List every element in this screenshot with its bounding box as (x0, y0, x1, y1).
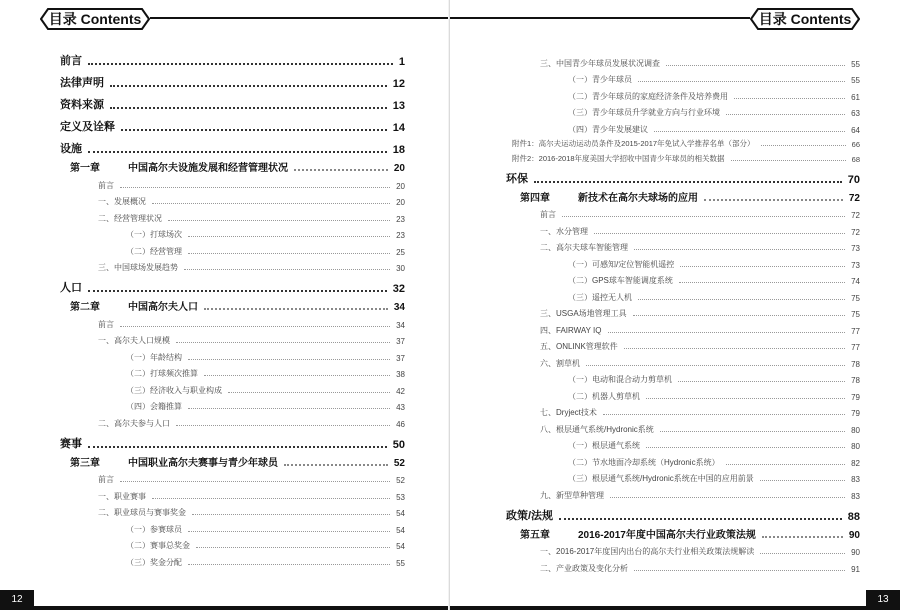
toc-entry[interactable] (60, 379, 405, 396)
entry-page-number: 77 (851, 343, 860, 352)
entry-page-number: 72 (848, 192, 860, 204)
entry-title: （四）青少年发展建议 (568, 124, 648, 134)
chapter-heading (510, 189, 698, 204)
bottom-border-bar (0, 606, 450, 610)
dot-leader (594, 233, 845, 234)
toc-entry[interactable] (510, 85, 860, 102)
page-number-left: 12 (0, 590, 34, 608)
toc-entry[interactable] (60, 156, 405, 174)
entry-title: 一、发展概况 (98, 197, 146, 206)
toc-entry[interactable] (510, 149, 860, 164)
dot-leader (654, 131, 845, 132)
entry-page-number: 23 (396, 231, 405, 240)
entry-title: 人口 (60, 282, 82, 294)
entry-page-number: 78 (851, 376, 860, 385)
toc-entry[interactable] (510, 319, 860, 336)
dot-leader (610, 497, 845, 498)
entry-page-number: 38 (396, 370, 405, 379)
toc-entry[interactable] (60, 429, 405, 451)
toc-entry[interactable] (60, 174, 405, 191)
dot-leader (120, 481, 390, 482)
entry-page-number: 77 (851, 326, 860, 336)
toc-entry[interactable] (60, 518, 405, 535)
entry-title: （一）可感知/定位智能机遥控 (568, 259, 675, 269)
toc-entry[interactable] (510, 204, 860, 221)
toc-entry[interactable] (60, 502, 405, 519)
toc-entry[interactable] (510, 69, 860, 86)
entry-title: 前言 (98, 180, 114, 190)
dot-leader (562, 216, 845, 217)
entry-page-number: 73 (851, 244, 860, 253)
dot-leader (188, 236, 390, 237)
toc-entry[interactable] (60, 273, 405, 295)
toc-entry[interactable] (510, 402, 860, 419)
entry-title: 附件2：2016-2018年度美国大学招收中国青少年球员的相关数据 (512, 153, 725, 163)
dot-leader (188, 408, 390, 409)
entry-page-number: 52 (393, 457, 405, 469)
entry-page-number: 82 (851, 458, 860, 468)
dot-leader (176, 425, 390, 426)
dot-leader (152, 498, 390, 499)
toc-entry[interactable] (60, 191, 405, 208)
dot-leader (284, 464, 388, 466)
dot-leader (608, 332, 846, 333)
dot-leader (559, 518, 842, 520)
entry-title: （一）青少年球员 (568, 75, 632, 84)
dot-leader (188, 253, 390, 254)
entry-page-number: 68 (851, 154, 860, 164)
entry-page-number: 23 (396, 214, 405, 224)
dot-leader (121, 129, 387, 131)
toc-list-left (60, 46, 405, 568)
entry-page-number: 52 (396, 476, 405, 485)
entry-title: 前言 (98, 475, 114, 484)
entry-title: 七、Dryject技术 (540, 408, 597, 417)
dot-leader (679, 282, 845, 283)
entry-title: 六、割草机 (540, 358, 580, 368)
dot-leader (534, 181, 842, 183)
entry-page-number: 12 (392, 78, 405, 90)
entry-page-number: 64 (851, 125, 860, 135)
entry-page-number: 91 (851, 564, 860, 574)
entry-page-number: 43 (396, 403, 405, 412)
toc-entry[interactable] (510, 186, 860, 204)
entry-page-number: 34 (393, 302, 405, 313)
dot-leader (88, 290, 387, 292)
dot-leader (294, 169, 388, 171)
entry-title: （一）年龄结构 (126, 352, 182, 362)
right-page (450, 0, 900, 610)
entry-title: 二、职业球员与赛事奖金 (98, 508, 186, 517)
entry-page-number: 74 (851, 277, 860, 286)
toc-entry[interactable] (60, 112, 405, 134)
entry-page-number: 20 (396, 198, 405, 207)
toc-entry[interactable] (60, 90, 405, 112)
dot-leader (228, 392, 390, 393)
entry-title: 二、高尔夫参与人口 (98, 418, 170, 428)
entry-title: （三）经济收入与职业构成 (126, 385, 222, 395)
chapter-title: 2016-2017年度中国高尔夫行业政策法规 (578, 529, 756, 541)
entry-title: （二）打球频次推算 (126, 369, 198, 378)
dot-leader (634, 570, 845, 571)
entry-title: （二）经营管理 (126, 246, 182, 256)
entry-title: 资料来源 (60, 99, 104, 111)
entry-title: （三）奖金分配 (126, 557, 182, 567)
chapter-number: 第五章 (520, 529, 550, 541)
entry-title: 二、经营管理状况 (98, 213, 162, 223)
chapter-number: 第二章 (70, 302, 100, 313)
entry-title: （三）根层通气系统/Hydronic系统在中国的应用前景 (568, 474, 754, 483)
entry-title: 设施 (60, 143, 82, 155)
dot-leader (176, 342, 390, 343)
dot-leader (761, 145, 846, 146)
entry-title: 前言 (98, 319, 114, 329)
entry-page-number: 83 (851, 475, 860, 484)
toc-entry[interactable] (510, 468, 860, 485)
toc-entry[interactable] (510, 557, 860, 574)
dot-leader (633, 315, 845, 316)
dot-leader (168, 220, 390, 221)
entry-page-number: 78 (851, 359, 860, 369)
toc-entry[interactable] (510, 523, 860, 541)
entry-title: （一）根层通气系统 (568, 441, 640, 450)
dot-leader (603, 414, 845, 415)
entry-title: 三、USGA场地管理工具 (540, 309, 627, 318)
entry-page-number: 42 (396, 386, 405, 396)
toc-entry[interactable] (60, 451, 405, 469)
toc-entry[interactable] (60, 396, 405, 413)
dot-leader (760, 480, 845, 481)
entry-page-number: 72 (851, 211, 860, 220)
dot-leader (184, 269, 390, 270)
entry-page-number: 75 (851, 310, 860, 319)
entry-page-number: 1 (398, 56, 405, 68)
entry-page-number: 13 (392, 100, 405, 112)
entry-title: 二、高尔夫球车智能管理 (540, 243, 628, 252)
dot-leader (120, 326, 390, 327)
dot-leader (731, 160, 846, 161)
entry-page-number: 55 (851, 59, 860, 69)
toc-entry[interactable] (60, 257, 405, 274)
entry-title: 三、中国青少年球员发展状况调查 (540, 58, 660, 68)
toc-entry[interactable] (60, 207, 405, 224)
toc-entry[interactable] (510, 484, 860, 501)
entry-page-number: 37 (396, 337, 405, 346)
toc-entry[interactable] (60, 363, 405, 380)
chapter-number: 第四章 (520, 192, 550, 204)
dot-leader (188, 531, 390, 532)
entry-page-number: 73 (851, 260, 860, 270)
entry-page-number: 72 (851, 227, 860, 237)
entry-page-number: 34 (396, 320, 405, 330)
dot-leader (646, 398, 845, 399)
entry-title: 一、高尔夫人口规模 (98, 336, 170, 345)
toc-entry[interactable] (60, 535, 405, 552)
dot-leader (624, 348, 845, 349)
dot-leader (762, 536, 843, 538)
dot-leader (726, 114, 845, 115)
entry-title: （二）赛事总奖金 (126, 541, 190, 550)
entry-title: （三）遥控无人机 (568, 292, 632, 302)
toc-entry[interactable] (510, 435, 860, 452)
entry-title: （二）节水地面冷却系统（Hydronic系统） (568, 457, 720, 467)
toc-entry[interactable] (506, 501, 860, 523)
entry-title: 法律声明 (60, 77, 104, 89)
chapter-heading (510, 526, 756, 541)
toc-entry[interactable] (60, 313, 405, 330)
dot-leader (678, 381, 845, 382)
chapter-title: 新技术在高尔夫球场的应用 (578, 192, 698, 204)
entry-page-number: 90 (848, 529, 860, 541)
toc-entry[interactable] (510, 286, 860, 303)
entry-page-number: 63 (851, 109, 860, 118)
chapter-title: 中国高尔夫人口 (128, 302, 198, 313)
dot-leader (634, 249, 845, 250)
entry-title: （二）GPS球车智能调度系统 (568, 276, 673, 285)
entry-page-number: 80 (851, 425, 860, 435)
toc-entry[interactable] (510, 135, 860, 150)
entry-title: 一、职业赛事 (98, 491, 146, 501)
entry-title: 二、产业政策及变化分析 (540, 563, 628, 573)
chapter-number: 第三章 (70, 457, 100, 469)
entry-title: 附件1：高尔夫运动运动员条件及2015-2017年免试入学推荐名单（部分） (512, 139, 755, 148)
toc-list-right (506, 52, 860, 574)
dot-leader (188, 564, 390, 565)
entry-title: （一）电动和混合动力剪草机 (568, 375, 672, 384)
entry-title: 赛事 (60, 437, 82, 450)
entry-page-number: 66 (851, 140, 860, 149)
dot-leader (88, 151, 387, 153)
toc-entry[interactable] (510, 418, 860, 435)
dot-leader (638, 81, 845, 82)
chapter-title: 中国高尔夫设施发展和经营管理状况 (128, 163, 288, 174)
toc-entry[interactable] (510, 352, 860, 369)
dot-leader (188, 359, 390, 360)
toc-entry[interactable] (510, 102, 860, 119)
header-rule (450, 17, 750, 19)
dot-leader (152, 203, 390, 204)
dot-leader (192, 514, 390, 515)
entry-page-number: 37 (396, 353, 405, 363)
dot-leader (586, 365, 845, 366)
toc-entry[interactable] (510, 303, 860, 320)
toc-entry[interactable] (60, 412, 405, 429)
entry-page-number: 53 (396, 492, 405, 502)
toc-entry[interactable] (60, 46, 405, 68)
entry-page-number: 80 (851, 442, 860, 451)
entry-page-number: 83 (851, 491, 860, 501)
chapter-number: 第一章 (70, 163, 100, 174)
entry-page-number: 54 (396, 509, 405, 518)
dot-leader (660, 431, 845, 432)
entry-title: 九、新型草种管理 (540, 490, 604, 500)
toc-entry[interactable] (60, 551, 405, 568)
toc-entry[interactable] (60, 240, 405, 257)
entry-page-number: 55 (396, 558, 405, 568)
toc-entry[interactable] (60, 68, 405, 90)
entry-page-number: 79 (851, 409, 860, 418)
chapter-title: 中国职业高尔夫赛事与青少年球员 (128, 457, 278, 469)
contents-header-badge (750, 8, 860, 30)
toc-entry[interactable] (60, 346, 405, 363)
dot-leader (110, 107, 387, 109)
entry-title: 前言 (540, 210, 556, 219)
entry-title: 定义及诠释 (60, 121, 115, 133)
toc-entry[interactable] (510, 220, 860, 237)
toc-entry[interactable] (506, 164, 860, 186)
entry-title: 前言 (60, 55, 82, 67)
dot-leader (726, 464, 846, 465)
bottom-border-bar (450, 606, 900, 610)
entry-page-number: 61 (851, 92, 860, 102)
toc-entry[interactable] (510, 369, 860, 386)
dot-leader (646, 447, 845, 448)
entry-title: 一、水分管理 (540, 226, 588, 236)
entry-page-number: 25 (396, 247, 405, 257)
chapter-heading (60, 454, 278, 469)
contents-header-title: 目录 Contents (48, 11, 142, 27)
dot-leader (666, 65, 845, 66)
entry-page-number: 88 (847, 510, 860, 523)
dot-leader (680, 266, 845, 267)
toc-entry[interactable] (60, 485, 405, 502)
toc-entry[interactable] (510, 253, 860, 270)
toc-entry[interactable] (60, 330, 405, 347)
entry-page-number: 20 (396, 181, 405, 191)
toc-entry[interactable] (60, 134, 405, 156)
entry-title: （三）青少年球员升学就业方向与行业环境 (568, 108, 720, 117)
toc-entry[interactable] (510, 385, 860, 402)
entry-page-number: 79 (851, 392, 860, 402)
chapter-heading (60, 298, 198, 313)
dot-leader (88, 446, 387, 448)
contents-header-title: 目录 Contents (758, 11, 852, 27)
entry-page-number: 90 (851, 548, 860, 557)
entry-page-number: 30 (396, 264, 405, 273)
toc-entry[interactable] (510, 237, 860, 254)
dot-leader (204, 375, 390, 376)
entry-page-number: 70 (847, 173, 860, 186)
dot-leader (734, 98, 845, 99)
entry-title: 五、ONLINK管理软件 (540, 342, 618, 351)
toc-entry[interactable] (510, 52, 860, 69)
entry-title: （二）青少年球员的家庭经济条件及培养费用 (568, 91, 728, 101)
entry-title: 四、FAIRWAY IQ (540, 325, 602, 335)
entry-page-number: 75 (851, 293, 860, 303)
entry-page-number: 32 (392, 283, 405, 295)
entry-title: （一）打球场次 (126, 230, 182, 239)
entry-title: 环保 (506, 172, 528, 185)
entry-title: 政策/法规 (506, 509, 554, 522)
dot-leader (110, 85, 387, 87)
toc-entry[interactable] (510, 451, 860, 468)
entry-page-number: 55 (851, 76, 860, 85)
dot-leader (204, 308, 388, 310)
toc-entry[interactable] (510, 118, 860, 135)
toc-entry[interactable] (60, 224, 405, 241)
entry-title: （四）会籍推算 (126, 402, 182, 411)
entry-title: 八、根层通气系统/Hydronic系统 (540, 424, 654, 434)
dot-leader (196, 547, 390, 548)
entry-title: 一、2016-2017年度国内出台的高尔夫行业相关政策法规解读 (540, 547, 755, 556)
entry-page-number: 46 (396, 419, 405, 429)
entry-title: （一）参赛球员 (126, 524, 182, 534)
entry-page-number: 54 (396, 525, 405, 535)
chapter-heading (60, 159, 288, 174)
dot-leader (760, 553, 845, 554)
toc-entry[interactable] (510, 270, 860, 287)
entry-page-number: 50 (392, 438, 405, 451)
dot-leader (88, 63, 393, 65)
header-rule (150, 17, 450, 19)
toc-entry[interactable] (60, 295, 405, 313)
entry-page-number: 20 (393, 163, 405, 174)
entry-title: 三、中国球场发展趋势 (98, 263, 178, 272)
toc-entry[interactable] (510, 336, 860, 353)
dot-leader (120, 187, 390, 188)
toc-entry[interactable] (510, 541, 860, 558)
entry-page-number: 54 (396, 542, 405, 551)
entry-title: （二）机器人剪草机 (568, 391, 640, 401)
contents-header-badge (40, 8, 150, 30)
dot-leader (638, 299, 845, 300)
dot-leader (704, 199, 843, 201)
page-number-right: 13 (866, 590, 900, 608)
entry-page-number: 14 (392, 122, 405, 134)
toc-entry[interactable] (60, 469, 405, 486)
entry-page-number: 18 (392, 144, 405, 156)
